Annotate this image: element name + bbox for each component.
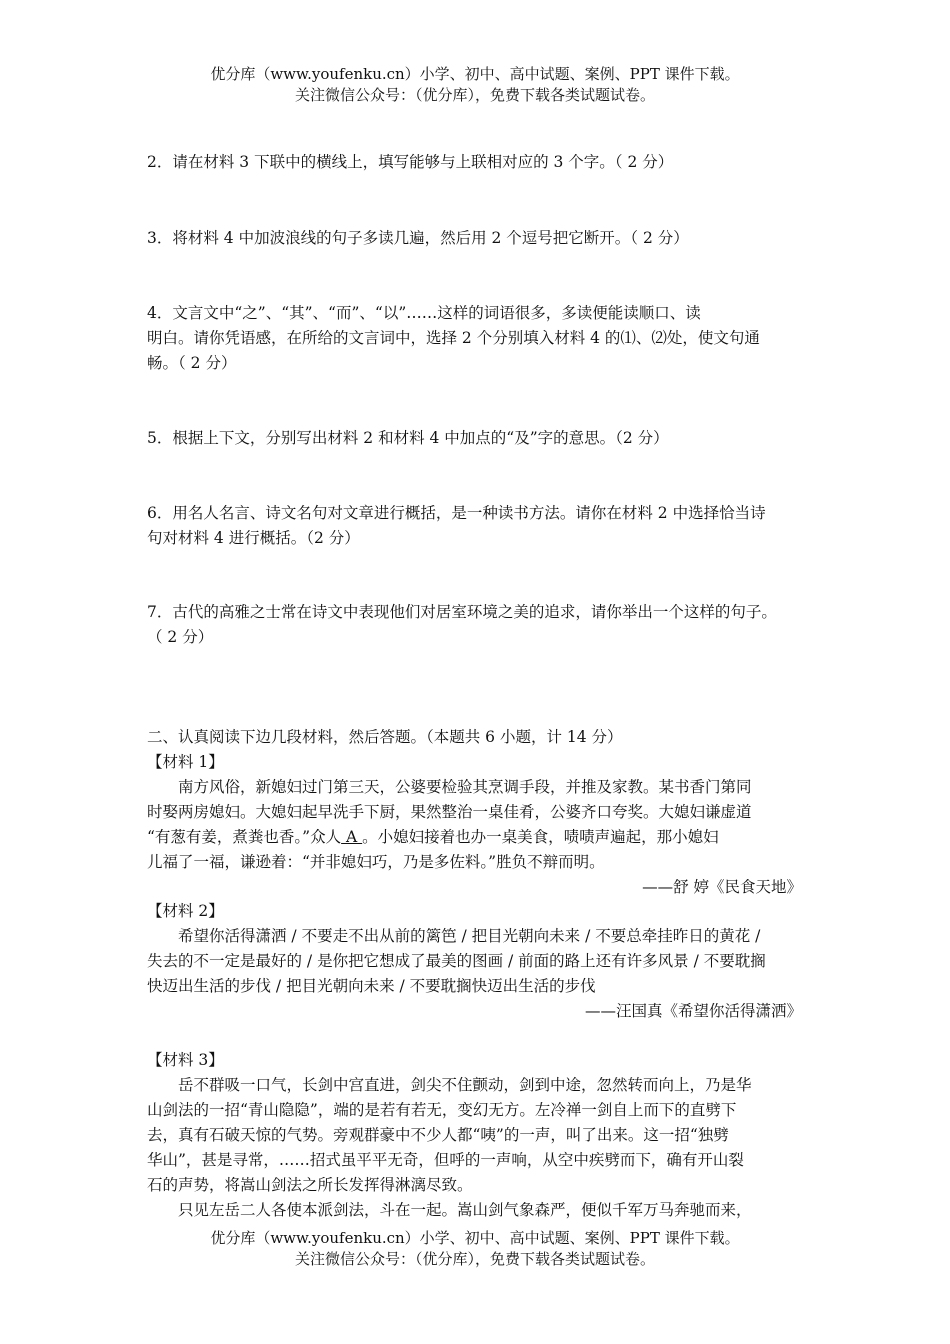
- material-3-line-6: 只见左岳二人各使本派剑法，斗在一起。嵩山剑气象森严，便似千军万马奔驰而来，: [178, 1201, 752, 1219]
- material-1-line-1: 南方风俗，新媳妇过门第三天，公婆要检验其烹调手段，并推及家教。某书香门第同: [178, 778, 752, 796]
- question-5: 5．根据上下文，分别写出材料 2 和材料 4 中加点的“及”字的意思。（2 分）: [147, 429, 669, 447]
- question-6-line-2: 句对材料 4 进行概括。（2 分）: [147, 529, 360, 547]
- material-1-line-2: 时娶两房媳妇。大媳妇起早洗手下厨，果然整治一桌佳肴，公婆齐口夸奖。大媳妇谦虚道: [147, 803, 752, 821]
- footer-line-2: 关注微信公众号：（优分库），免费下载各类试题试卷。: [294, 1250, 655, 1268]
- material-2-line-2: 失去的不一定是最好的 / 是你把它想成了最美的图画 / 前面的路上还有许多风景 / 不要耽搁: [147, 952, 766, 970]
- footer-line-1: 优分库（www.youfenku.cn）小学、初中、高中试题、案例、PPT 课件下载。: [210, 1229, 740, 1247]
- section-2-title: 二、认真阅读下边几段材料，然后答题。（本题共 6 小题，计 14 分）: [147, 728, 623, 746]
- question-3: 3．将材料 4 中加波浪线的句子多读几遍，然后用 2 个逗号把它断开。（ 2 分）: [147, 229, 689, 247]
- material-1-line-3-end: 。小媳妇接着也办一桌美食，啧啧声遍起，那小媳妇: [362, 828, 719, 846]
- material-3-line-2: 山剑法的一招“青山隐隐”，端的是若有若无，变幻无方。左冷禅一剑自上而下的直劈下: [147, 1101, 737, 1119]
- material-2-source: ——汪国真《希望你活得潇洒》: [584, 1002, 802, 1020]
- question-7-line-2: （ 2 分）: [147, 628, 214, 646]
- material-2-line-3: 快迈出生活的步伐 / 把目光朝向未来 / 不要耽搁快迈出生活的步伐: [147, 977, 596, 995]
- question-4-line-2: 明白。请你凭语感，在所给的文言词中，选择 2 个分别填入材料 4 的⑴、⑵处，使文句通: [147, 329, 760, 347]
- material-1-line-3: [147, 826, 719, 848]
- material-3-line-5: 石的声势，将嵩山剑法之所长发挥得淋漓尽致。: [147, 1176, 473, 1194]
- material-3-line-1: 岳不群吸一口气，长剑中宫直进，剑尖不住颤动，剑到中途，忽然转而向上，乃是华: [178, 1076, 752, 1094]
- blank-a: A: [341, 828, 363, 846]
- material-1-label: 【材料 1】: [147, 753, 224, 771]
- header-line-2: 关注微信公众号：（优分库），免费下载各类试题试卷。: [294, 86, 655, 104]
- material-2-label: 【材料 2】: [147, 902, 224, 920]
- question-7-line-1: 7．古代的高雅之士常在诗文中表现他们对居室环境之美的追求，请你举出一个这样的句子。: [147, 603, 777, 621]
- material-3-line-3: 去，真有石破天惊的气势。旁观群豪中不少人都“咦”的一声，叫了出来。这一招“独劈: [147, 1126, 729, 1144]
- question-6-line-1: 6．用名人名言、诗文名句对文章进行概括，是一种读书方法。请你在材料 2 中选择恰当诗: [147, 504, 766, 522]
- header-line-1: 优分库（www.youfenku.cn）小学、初中、高中试题、案例、PPT 课件下载。: [210, 65, 740, 83]
- material-2-line-1: 希望你活得潇洒 / 不要走不出从前的篱笆 / 把目光朝向未来 / 不要总牵挂昨日的黄花 /: [178, 927, 761, 945]
- material-1-line-4: 儿福了一福，谦逊着：“并非媳妇巧，乃是多佐料。”胜负不辩而明。: [147, 853, 605, 871]
- material-3-label: 【材料 3】: [147, 1051, 224, 1069]
- question-4-line-1: 4．文言文中“之”、“其”、“而”、“以”……这样的词语很多，多读便能读顺口、读: [147, 304, 701, 322]
- material-1-source: ——舒 婷《民食天地》: [642, 878, 802, 896]
- page-footer: [0, 1228, 950, 1270]
- page-header: [0, 64, 950, 106]
- material-1-line-3-start: “有葱有姜，煮粪也香。”众人: [147, 828, 342, 846]
- question-2: 2．请在材料 3 下联中的横线上，填写能够与上联相对应的 3 个字。（ 2 分）: [147, 153, 674, 171]
- question-4-line-3: 畅。（ 2 分）: [147, 354, 237, 372]
- material-3-line-4: 华山”，甚是寻常，……招式虽平平无奇，但呼的一声响，从空中疾劈而下，确有开山裂: [147, 1151, 744, 1169]
